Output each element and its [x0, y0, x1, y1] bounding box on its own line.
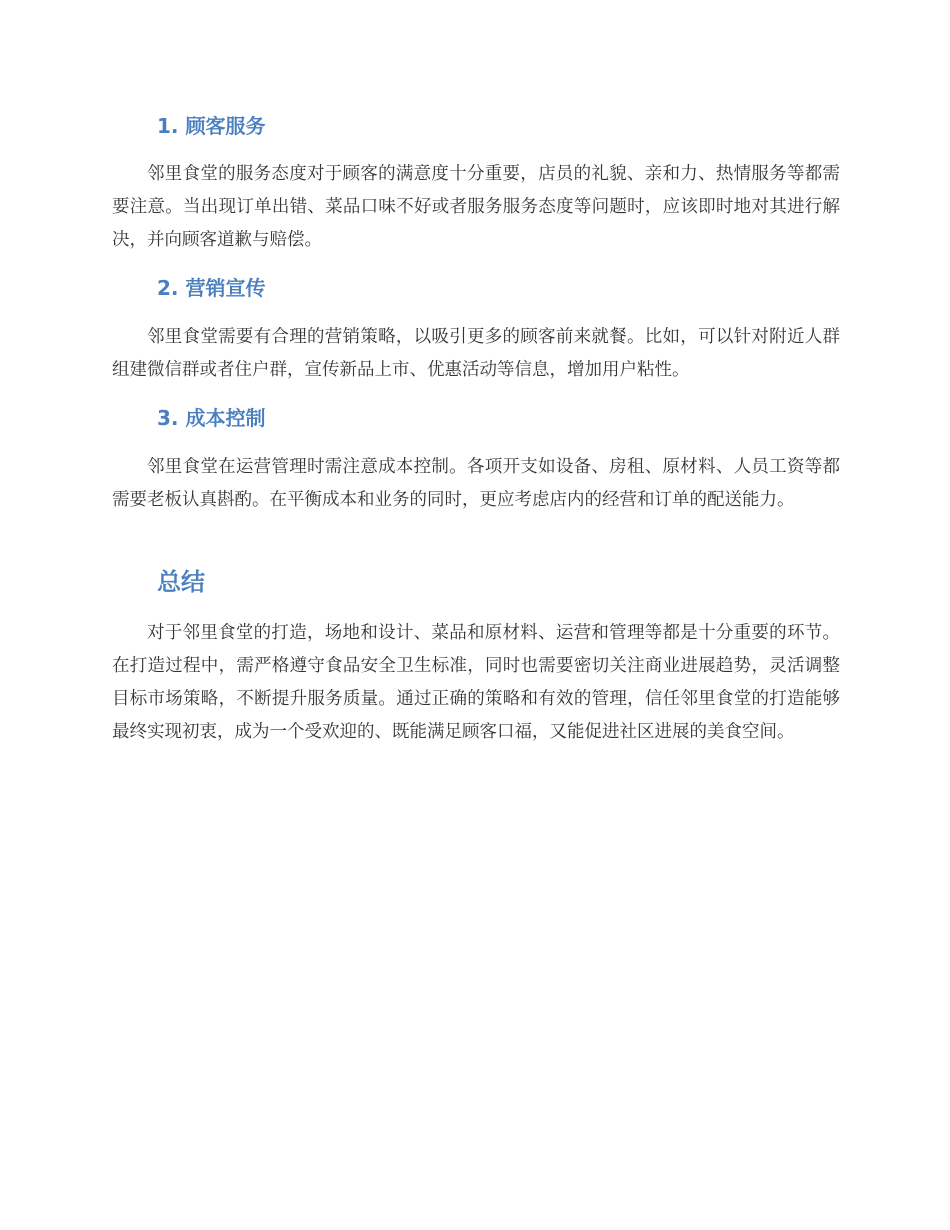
- section-heading-marketing: 2. 营销宣传: [157, 276, 266, 300]
- summary-heading: 总结: [157, 568, 205, 596]
- section-paragraph-marketing: 邻里食堂需要有合理的营销策略，以吸引更多的顾客前来就餐。比如，可以针对附近人群组建微信群或者住户群，宣传新品上市、优惠活动等信息，增加用户粘性。: [112, 327, 840, 380]
- section-heading-cost-control: 3. 成本控制: [157, 406, 266, 430]
- section-heading-customer-service: 1. 顾客服务: [157, 114, 266, 138]
- summary-paragraph: 对于邻里食堂的打造，场地和设计、菜品和原材料、运营和管理等都是十分重要的环节。在打造过程中，需严格遵守食品安全卫生标准，同时也需要密切关注商业进展趋势，灵活调整目标市场策略，不断提升服务质量。通过正确的策略和有效的管理，信任邻里食堂的打造能够最终实现初衷，成为一个受欢迎的、既能满足顾客口福，又能促进社区进展的美食空间。: [112, 623, 840, 742]
- section-paragraph-customer-service: 邻里食堂的服务态度对于顾客的满意度十分重要，店员的礼貌、亲和力、热情服务等都需要注意。当出现订单出错、菜品口味不好或者服务服务态度等问题时，应该即时地对其进行解决，并向顾客道歉与赔偿。: [112, 164, 840, 250]
- section-paragraph-cost-control: 邻里食堂在运营管理时需注意成本控制。各项开支如设备、房租、原材料、人员工资等都需要老板认真斟酌。在平衡成本和业务的同时，更应考虑店内的经营和订单的配送能力。: [112, 457, 840, 510]
